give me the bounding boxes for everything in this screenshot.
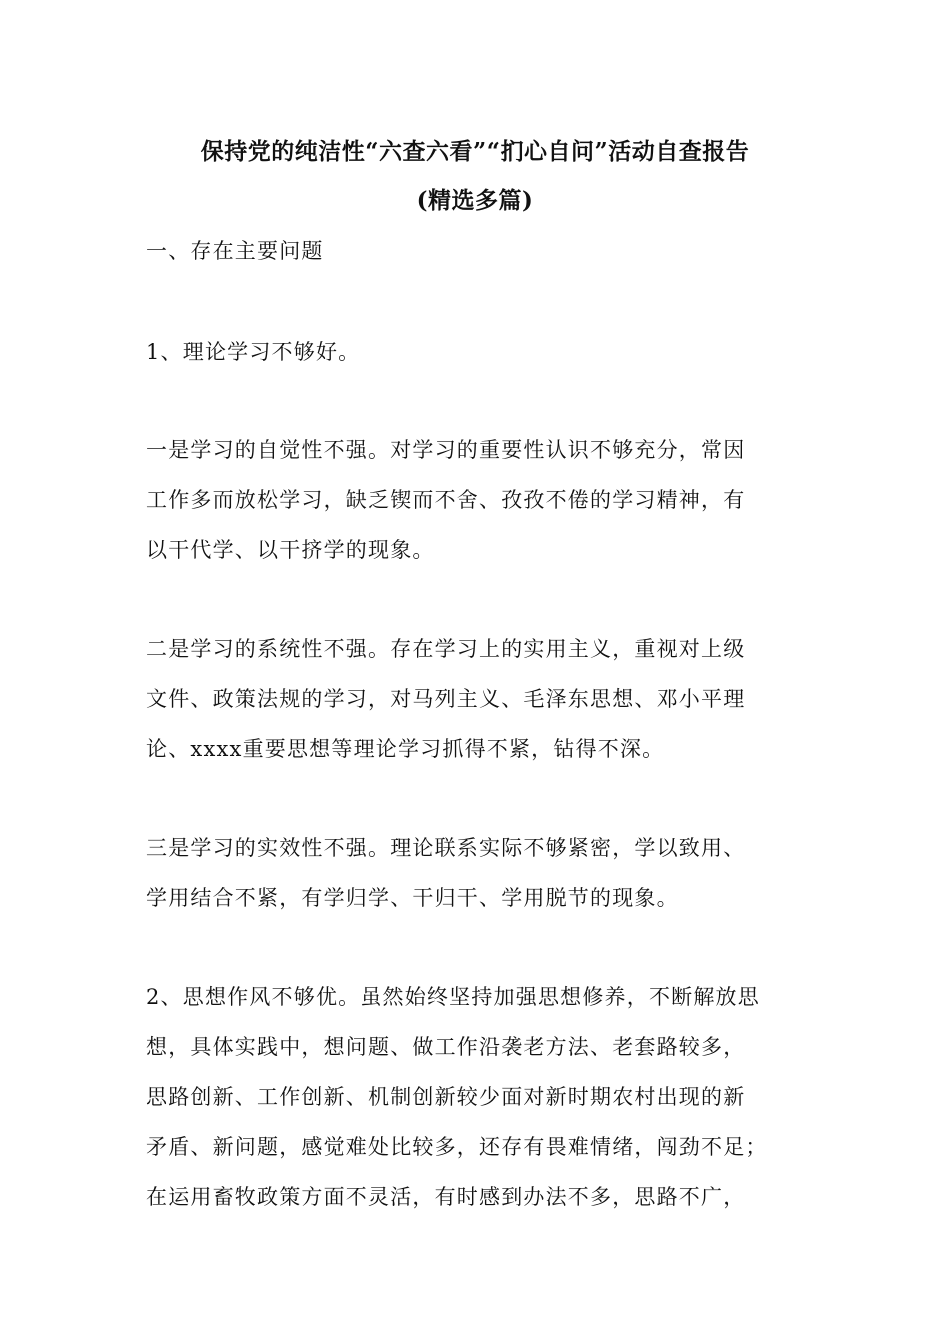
paragraph-4-line-2: 想，具体实践中，想问题、做工作沿袭老方法、老套路较多， [146,1035,746,1059]
paragraph-1-line-2: 工作多而放松学习，缺乏锲而不舍、孜孜不倦的学习精神，有 [146,488,746,512]
paragraph-4-line-5: 在运用畜牧政策方面不灵活，有时感到办法不多，思路不广， [146,1185,746,1209]
paragraph-2-line-2: 文件、政策法规的学习，对马列主义、毛泽东思想、邓小平理 [146,687,746,711]
document-title-line2: (精选多篇) [416,187,534,214]
paragraph-3-line-2: 学用结合不紧，有学归学、干归干、学用脱节的现象。 [146,886,679,910]
paragraph-1-line-3: 以干代学、以干挤学的现象。 [146,538,435,562]
paragraph-1-line-1: 一是学习的自觉性不强。对学习的重要性认识不够充分，常因 [146,438,746,462]
paragraph-2-line-3: 论、xxxx重要思想等理论学习抓得不紧，钻得不深。 [146,737,665,761]
paragraph-3-line-1: 三是学习的实效性不强。理论联系实际不够紧密，学以致用、 [146,836,746,860]
point1-heading: 1、理论学习不够好。 [146,340,361,364]
paragraph-4-line-3: 思路创新、工作创新、机制创新较少面对新时期农村出现的新 [146,1085,746,1109]
paragraph-4-line-1: 2、思想作风不够优。虽然始终坚持加强思想修养，不断解放思 [146,985,760,1009]
section-heading: 一、存在主要问题 [146,239,324,263]
document-title-line1: 保持党的纯洁性“六查六看”“扪心自问”活动自查报告 [200,138,750,165]
paragraph-4-line-4: 矛盾、新问题，感觉难处比较多，还存有畏难情绪，闯劲不足； [146,1135,768,1159]
paragraph-2-line-1: 二是学习的系统性不强。存在学习上的实用主义，重视对上级 [146,637,746,661]
